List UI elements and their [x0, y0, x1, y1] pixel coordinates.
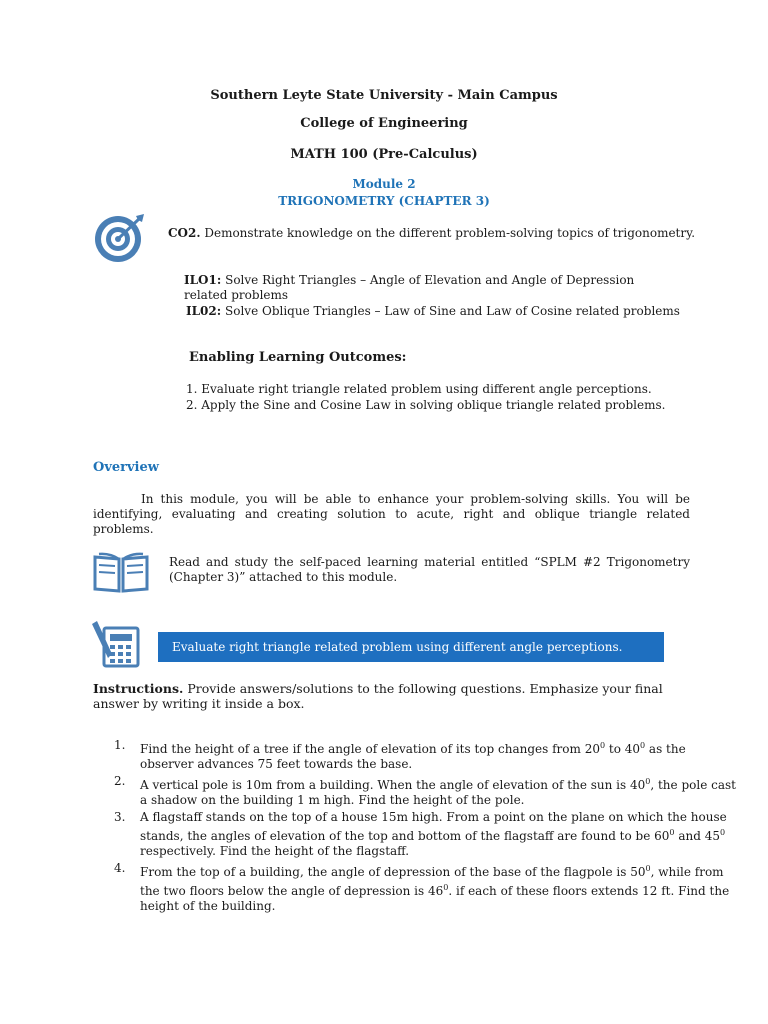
activity-banner: Evaluate right triangle related problem using different angle perceptions.	[158, 632, 664, 662]
instructions	[93, 681, 690, 711]
ilo1-statement	[184, 273, 674, 303]
college-name: College of Engineering	[300, 116, 468, 131]
topic-title: TRIGONOMETRY (CHAPTER 3)	[278, 194, 490, 208]
co2-statement	[168, 226, 708, 241]
question-number: 3.	[114, 810, 126, 824]
question-item: 3. A flagstaff stands on the top of a house 15m high. From a point on the plane on which the house stands, the angles of elevation of the top and bottom of the flagstaff are found to be $60^0$ and $45^0$ respectively. Find the height of the flagstaff.	[114, 810, 727, 858]
question-item: 2. A vertical pole is 10m from a building. When the angle of elevation of the sun is $40^0$, the pole cast a shadow on the building 1 m high. Find the height of the pole.	[114, 774, 736, 807]
ilo1-label: ILO1:	[184, 273, 222, 287]
question-number: 2.	[114, 774, 126, 788]
course-title: MATH 100 (Pre-Calculus)	[290, 147, 478, 162]
instructions-text: Provide answers/solutions to the following questions. Emphasize your final answer by writing it inside a box.	[93, 681, 663, 711]
book-icon	[92, 551, 150, 595]
elo-item: 2. Apply the Sine and Cosine Law in solving oblique triangle related problems.	[186, 398, 666, 412]
question-list	[92, 738, 740, 916]
calculator-pen-icon	[90, 620, 142, 670]
ilo2-statement	[186, 304, 706, 319]
elo-heading: Enabling Learning Outcomes:	[189, 350, 407, 365]
overview-text: In this module, you will be able to enhance your problem-solving skills. You will be identifying, evaluating and creating solution to acute, right and oblique triangle related problems.	[93, 492, 690, 536]
target-icon	[92, 212, 148, 264]
reading-instruction: Read and study the self-paced learning material entitled “SPLM #2 Trigonometry (Chapter 3)” attached to this module.	[169, 555, 690, 584]
ilo1-text: Solve Right Triangles – Angle of Elevation and Angle of Depression related problems	[184, 273, 635, 302]
question-item: 4. From the top of a building, the angle of depression of the base of the flagpole is $50^0$, while from the two floors below the angle of depression is $46^0$. if each of these floors extends 12 ft. Find the height of the building.	[114, 861, 730, 913]
instructions-label: Instructions.	[93, 681, 184, 696]
co2-label: CO2.	[168, 226, 201, 240]
ilo2-text: Solve Oblique Triangles – Law of Sine and Law of Cosine related problems	[221, 304, 680, 318]
ilo2-label: IL02:	[186, 304, 222, 318]
question-number: 1.	[114, 738, 126, 752]
co2-text: Demonstrate knowledge on the different problem-solving topics of trigonometry.	[200, 226, 696, 240]
module-title: Module 2	[352, 177, 416, 191]
university-name: Southern Leyte State University - Main Campus	[210, 88, 558, 103]
question-number: 4.	[114, 861, 126, 875]
overview-heading: Overview	[93, 460, 159, 475]
elo-item: 1. Evaluate right triangle related problem using different angle perceptions.	[186, 382, 652, 396]
question-item: 1. Find the height of a tree if the angle of elevation of its top changes from $20^0$ to $40^0$ as the observer advances 75 feet towards the base.	[114, 738, 686, 771]
